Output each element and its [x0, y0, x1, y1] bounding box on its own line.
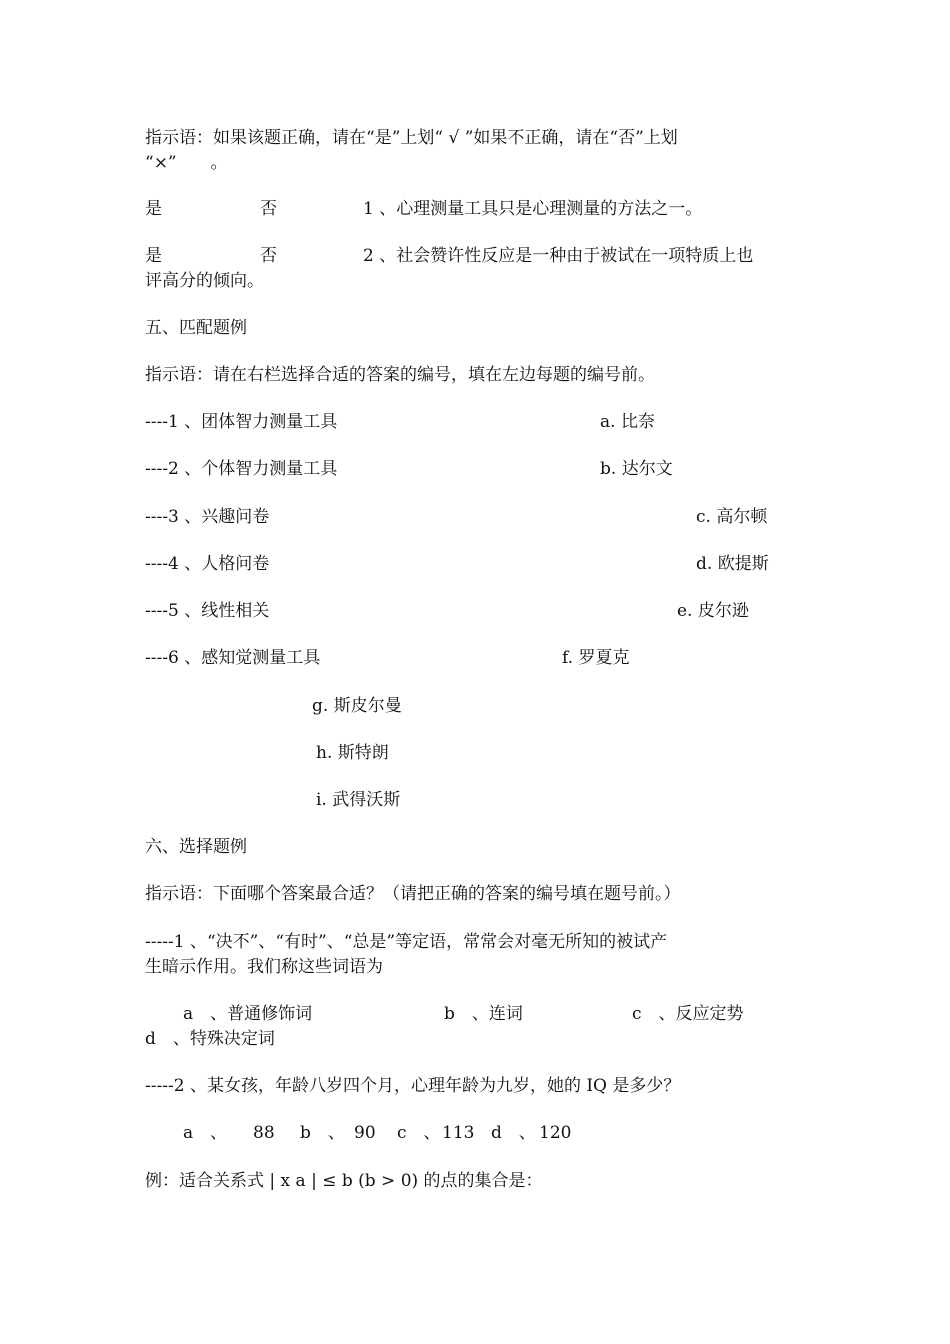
match-right-f: f. 罗夏克 [562, 648, 630, 668]
match-left-2: ----2 、个体智力测量工具 [145, 459, 338, 479]
match-left-4: ----4 、人格问卷 [145, 554, 270, 574]
q1-option-a: a 、普通修饰词 [183, 1004, 313, 1024]
q2-value-a: 88 [253, 1123, 275, 1143]
q2-value-d: 120 [539, 1123, 572, 1143]
section6-title: 六、选择题例 [145, 837, 247, 857]
tf-instruction-line1: 指示语：如果该题正确，请在“是”上划“ √ ”如果不正确，请在“否”上划 [145, 128, 678, 148]
section6-instruction: 指示语：下面哪个答案最合适？（请把正确的答案的编号填在题号前。） [145, 884, 681, 904]
match-right-e: e. 皮尔逊 [677, 601, 749, 621]
match-right-h: h. 斯特朗 [316, 743, 389, 763]
q2-option-a: a 、 [183, 1123, 228, 1143]
match-right-d: d. 欧提斯 [696, 554, 769, 574]
q1-line2: 生暗示作用。我们称这些词语为 [145, 957, 383, 977]
q1-option-d: d 、特殊决定词 [145, 1029, 275, 1049]
tf-item-1-text: 1 、心理测量工具只是心理测量的方法之一。 [363, 199, 703, 219]
q2-value-c: 113 [442, 1123, 475, 1143]
q1-line1: -----1 、“决不”、“有时”、“总是”等定语，常常会对毫无所知的被试产 [145, 932, 668, 952]
tf-item-2-cont: 评高分的倾向。 [145, 271, 264, 291]
q1-option-b: b 、连词 [444, 1004, 523, 1024]
q1-option-c: c 、反应定势 [632, 1004, 744, 1024]
match-left-5: ----5 、线性相关 [145, 601, 270, 621]
match-left-3: ----3 、兴趣问卷 [145, 507, 270, 527]
match-right-c: c. 高尔顿 [696, 507, 768, 527]
section5-instruction: 指示语：请在右栏选择合适的答案的编号，填在左边每题的编号前。 [145, 365, 655, 385]
q2-option-c: c 、 [397, 1123, 441, 1143]
example-text: 例：适合关系式 | x a | ≤ b (b > 0) 的点的集合是： [145, 1171, 543, 1191]
match-right-i: i. 武得沃斯 [316, 790, 401, 810]
q2-text: -----2 、某女孩，年龄八岁四个月，心理年龄为九岁，她的 IQ 是多少？ [145, 1076, 681, 1096]
q2-option-d: d 、 [491, 1123, 536, 1143]
section5-title: 五、匹配题例 [145, 318, 247, 338]
q2-option-b: b 、 [300, 1123, 345, 1143]
match-right-a: a. 比奈 [600, 412, 655, 432]
tf-instruction-line2: “×” 。 [145, 153, 228, 173]
match-right-g: g. 斯皮尔曼 [312, 696, 402, 716]
tf-item-1-yes: 是 [145, 199, 162, 219]
match-left-1: ----1 、团体智力测量工具 [145, 412, 338, 432]
match-left-6: ----6 、感知觉测量工具 [145, 648, 321, 668]
tf-item-2-text: 2 、社会赞许性反应是一种由于被试在一项特质上也 [363, 246, 754, 266]
tf-item-2-no: 否 [260, 246, 277, 266]
q2-value-b: 90 [354, 1123, 376, 1143]
tf-item-1-no: 否 [260, 199, 277, 219]
tf-item-2-yes: 是 [145, 246, 162, 266]
match-right-b: b. 达尔文 [600, 459, 673, 479]
